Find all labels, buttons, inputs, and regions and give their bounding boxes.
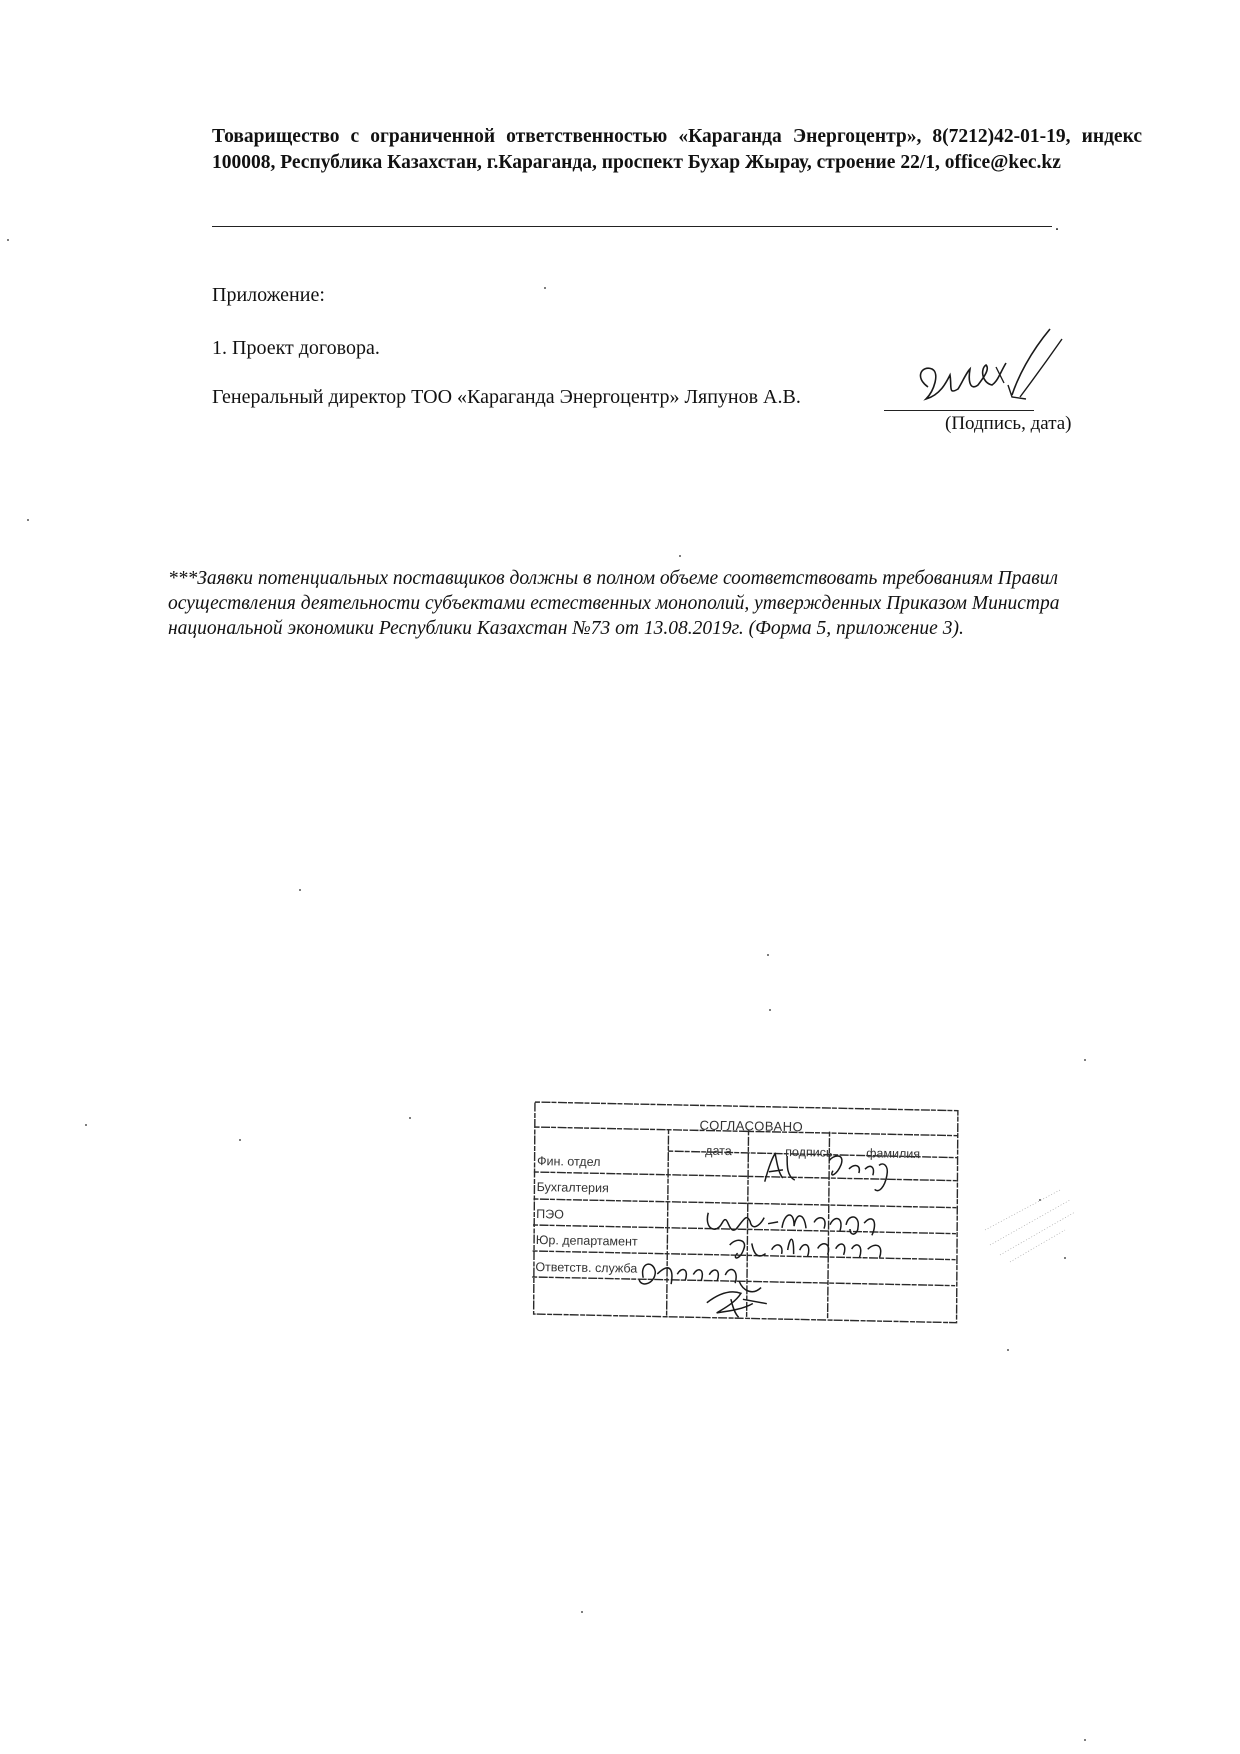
director-position: Генеральный директор ТОО «Караганда Энергоцентр» Ляпунов А.В.	[212, 386, 801, 408]
stamp-handwriting	[530, 1100, 1004, 1367]
signature-caption: (Подпись, дата)	[945, 413, 1072, 434]
stamp-row-peo: ПЭО	[536, 1207, 565, 1222]
approval-stamp	[531, 1100, 960, 1325]
stamp-title: СОГЛАСОВАНО	[699, 1117, 804, 1135]
requirements-note: ***Заявки потенциальных поставщиков должны в полном объеме соответствовать требованиям Правил осуществления деятельности субъектами естественных монополий, утвержденных Приказом Министра национальной экономики Республики Казахстан №73 от 13.08.2019г. (Форма 5, приложение 3).	[168, 568, 1060, 639]
annex-item: 1. Проект договора.	[212, 337, 380, 359]
letterhead-rule	[212, 226, 1052, 227]
stamp-column-signature: подпись	[785, 1144, 833, 1160]
stamp-column-surname: фамилия	[866, 1146, 921, 1162]
stamp-column-date: дата	[705, 1143, 732, 1159]
company-letterhead: Товарищество с ограниченной ответственностью «Караганда Энергоцентр», 8(7212)42-01-19, индекс 100008, Республика Казахстан, г.Караганда, проспект Бухар Жырау, строение 22/1, office@kec.kz	[212, 126, 1142, 173]
stamp-row-accounting: Бухгалтерия	[536, 1180, 609, 1196]
letterhead-rule-dot: .	[1055, 217, 1059, 234]
annex-label: Приложение:	[212, 284, 325, 306]
stamp-row-finance: Фин. отдел	[536, 1154, 601, 1170]
stamp-row-legal: Юр. департамент	[535, 1233, 638, 1249]
stamp-row-responsible: Ответств. служба	[535, 1260, 638, 1276]
director-signature	[900, 325, 1070, 425]
